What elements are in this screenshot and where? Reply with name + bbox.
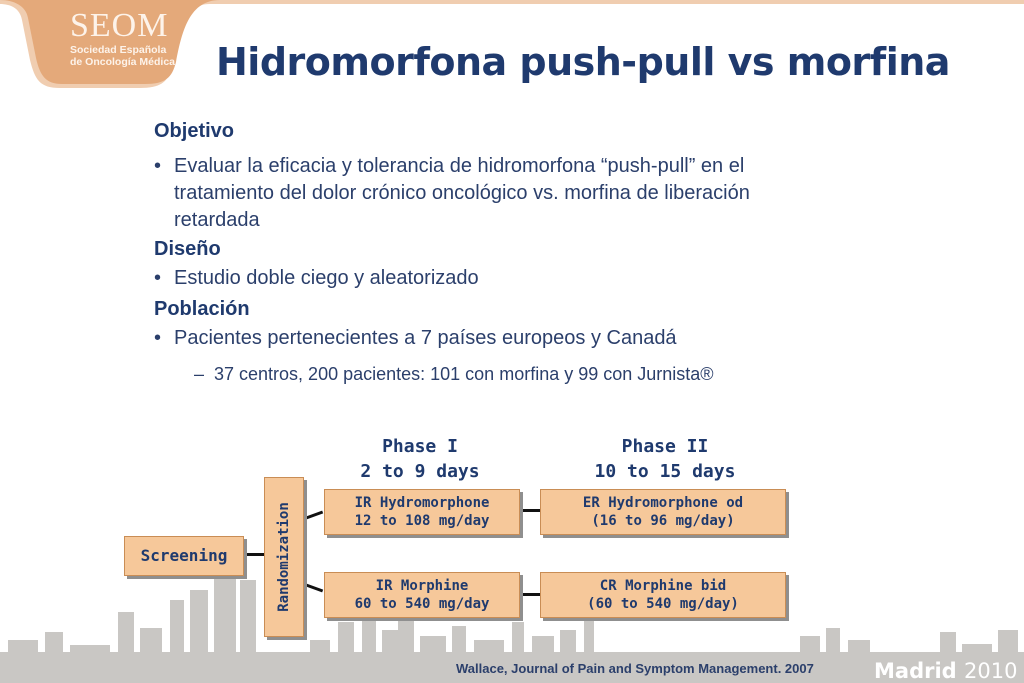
diseno-heading: Diseño (154, 238, 221, 260)
ir-morphine-name: IR Morphine (375, 578, 469, 594)
connector-hydro-phase (518, 509, 540, 512)
ir-hydromorphone-dose: 12 to 108 mg/day (354, 513, 490, 529)
phase2-label (560, 434, 770, 484)
objetivo-heading: Objetivo (154, 120, 235, 142)
footer-city: Madrid (874, 659, 957, 683)
poblacion-heading: Población (154, 298, 250, 320)
cr-morphine-box (540, 572, 786, 618)
er-hydromorphone-dose: (16 to 96 mg/day) (591, 513, 735, 529)
ir-morphine-box (324, 572, 520, 618)
logo-line2: de Oncología Médica (70, 56, 176, 68)
phase2-title: Phase II (621, 436, 709, 457)
phase1-label (330, 434, 510, 484)
objetivo-bullet: • Evaluar la eficacia y tolerancia de hidromorfona “push-pull” en el tratamiento del dolor crónico oncológico vs. morfina de liberación retardada (154, 153, 834, 234)
logo-text: SEOM (70, 7, 169, 44)
er-hydromorphone-name: ER Hydromorphone od (582, 495, 744, 511)
randomization-label: Randomization (276, 502, 292, 612)
footer-year: 2010 (964, 659, 1018, 683)
connector-screening-rand (243, 553, 264, 556)
screening-box: Screening (124, 536, 244, 576)
poblacion-sub: – 37 centros, 200 pacientes: 101 con morfina y 99 con Jurnista® (154, 362, 874, 386)
cr-morphine-dose: (60 to 540 mg/day) (587, 596, 739, 612)
citation: Wallace, Journal of Pain and Symptom Management. 2007 (456, 661, 814, 676)
connector-morph-phase (518, 593, 540, 596)
ir-hydromorphone-name: IR Hydromorphone (354, 495, 490, 511)
phase2-duration: 10 to 15 days (594, 461, 736, 482)
cr-morphine-name: CR Morphine bid (599, 578, 727, 594)
ir-morphine-dose: 60 to 540 mg/day (354, 596, 490, 612)
page-title: Hidromorfona push-pull vs morfina (216, 40, 950, 84)
phase1-title: Phase I (382, 436, 458, 457)
ir-hydromorphone-box (324, 489, 520, 535)
randomization-box (264, 477, 304, 637)
main-content (154, 120, 874, 386)
phase1-duration: 2 to 9 days (360, 461, 480, 482)
madrid-footer (874, 659, 1017, 683)
diseno-bullet: • Estudio doble ciego y aleatorizado (154, 265, 874, 292)
er-hydromorphone-box (540, 489, 786, 535)
logo-line1: Sociedad Española (70, 44, 167, 56)
poblacion-bullet: • Pacientes pertenecientes a 7 países europeos y Canadá (154, 325, 874, 352)
